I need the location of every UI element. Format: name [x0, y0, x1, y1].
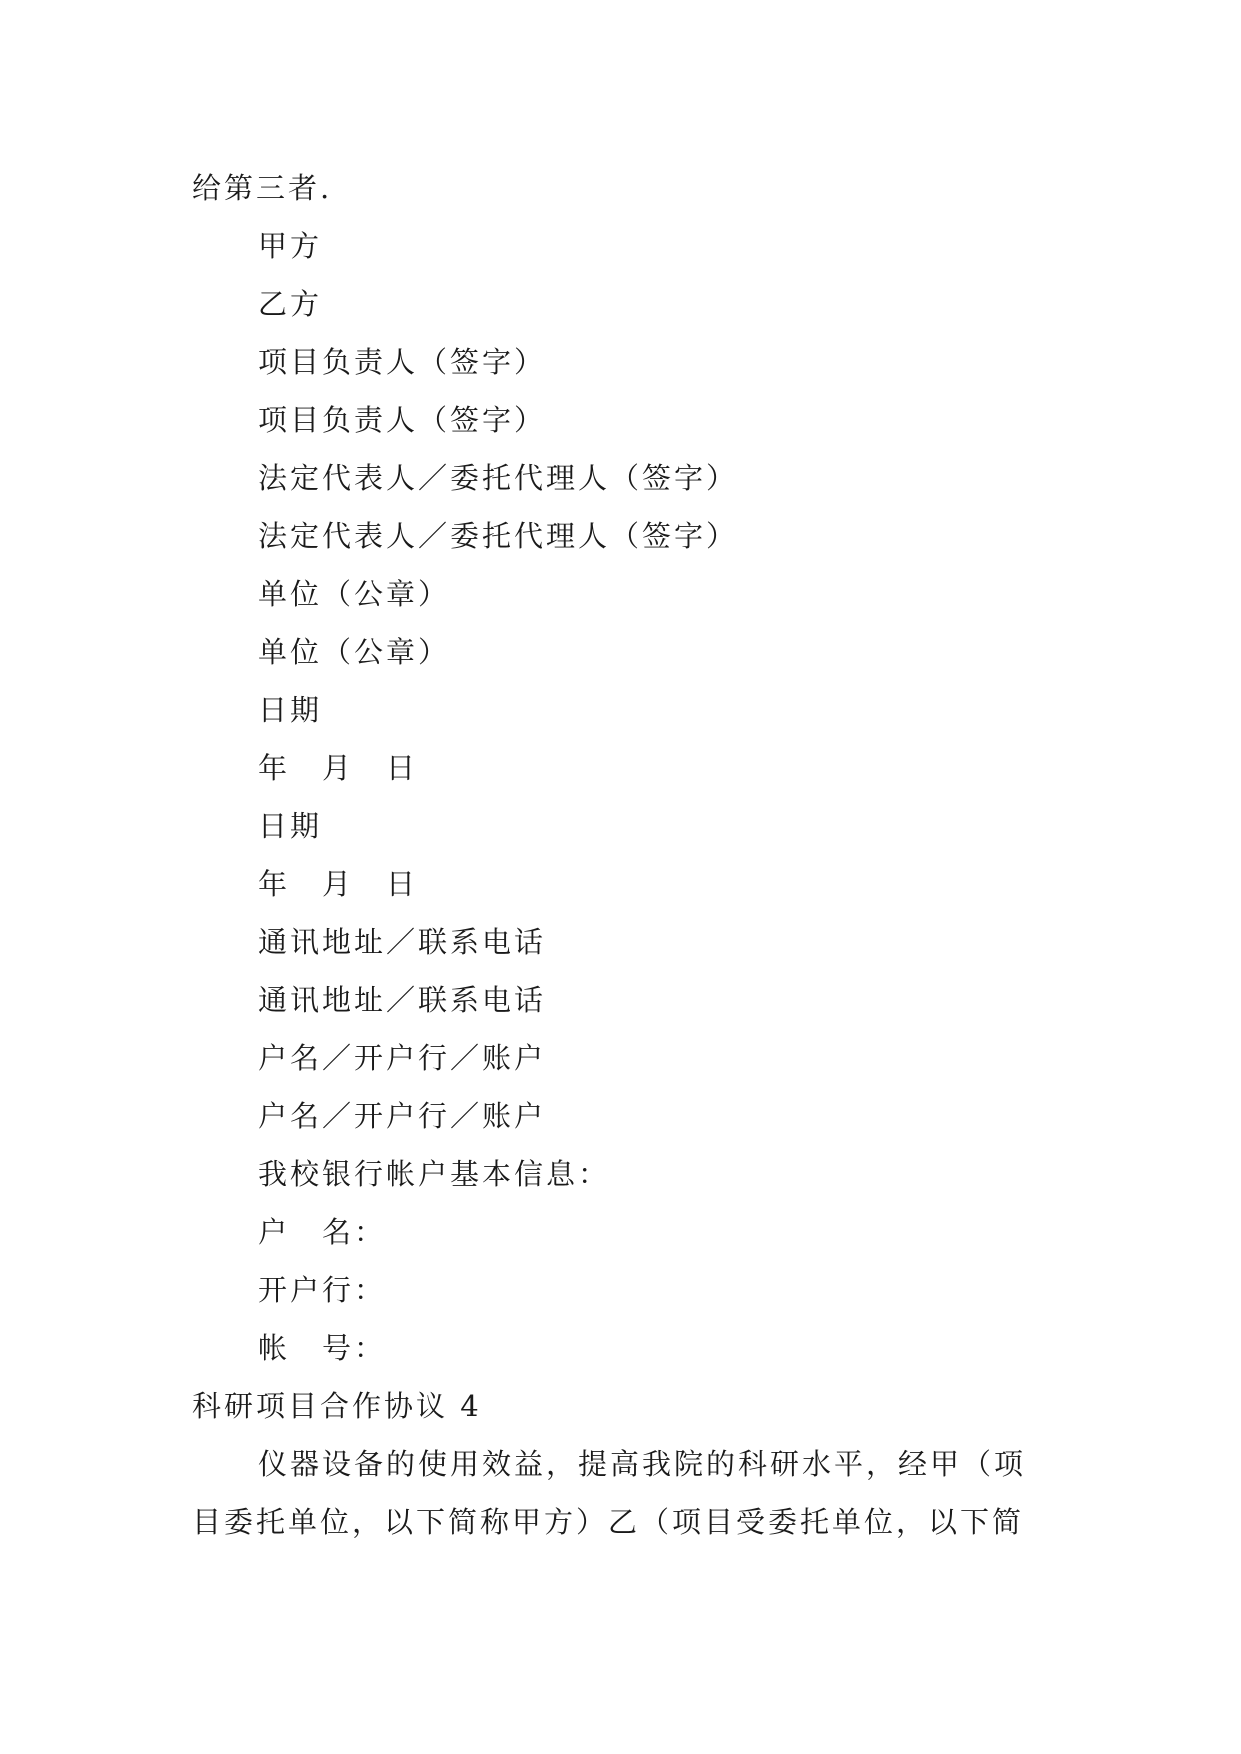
legal-representative-signature-label: 法定代表人／委托代理人（签字） — [258, 461, 739, 495]
party-a-label: 甲方 — [258, 229, 323, 263]
date-format-line: 年 月 日 — [258, 867, 419, 901]
project-leader-signature-label: 项目负责人（签字） — [258, 345, 547, 379]
bank-label: 开户行： — [258, 1273, 387, 1307]
date-label: 日期 — [258, 693, 323, 727]
date-label: 日期 — [258, 809, 323, 843]
account-info-label: 户名／开户行／账户 — [258, 1099, 547, 1133]
unit-seal-label: 单位（公章） — [258, 635, 451, 669]
address-phone-label: 通讯地址／联系电话 — [258, 925, 547, 959]
bank-info-heading: 我校银行帐户基本信息： — [258, 1157, 611, 1191]
account-info-label: 户名／开户行／账户 — [258, 1041, 547, 1075]
date-format-line: 年 月 日 — [258, 751, 419, 785]
legal-representative-signature-label: 法定代表人／委托代理人（签字） — [258, 519, 739, 553]
address-phone-label: 通讯地址／联系电话 — [258, 983, 547, 1017]
paragraph-line-2: 目委托单位，以下简称甲方）乙（项目受委托单位，以下简 — [192, 1505, 1025, 1539]
account-number-label: 帐 号： — [258, 1331, 387, 1365]
paragraph-line-1: 仪器设备的使用效益，提高我院的科研水平，经甲（项 — [258, 1447, 1027, 1481]
continuation-line: 给第三者. — [192, 171, 333, 205]
unit-seal-label: 单位（公章） — [258, 577, 451, 611]
section-title: 科研项目合作协议 4 — [192, 1389, 482, 1423]
party-b-label: 乙方 — [258, 287, 323, 321]
account-name-label: 户 名： — [258, 1215, 387, 1249]
project-leader-signature-label: 项目负责人（签字） — [258, 403, 547, 437]
